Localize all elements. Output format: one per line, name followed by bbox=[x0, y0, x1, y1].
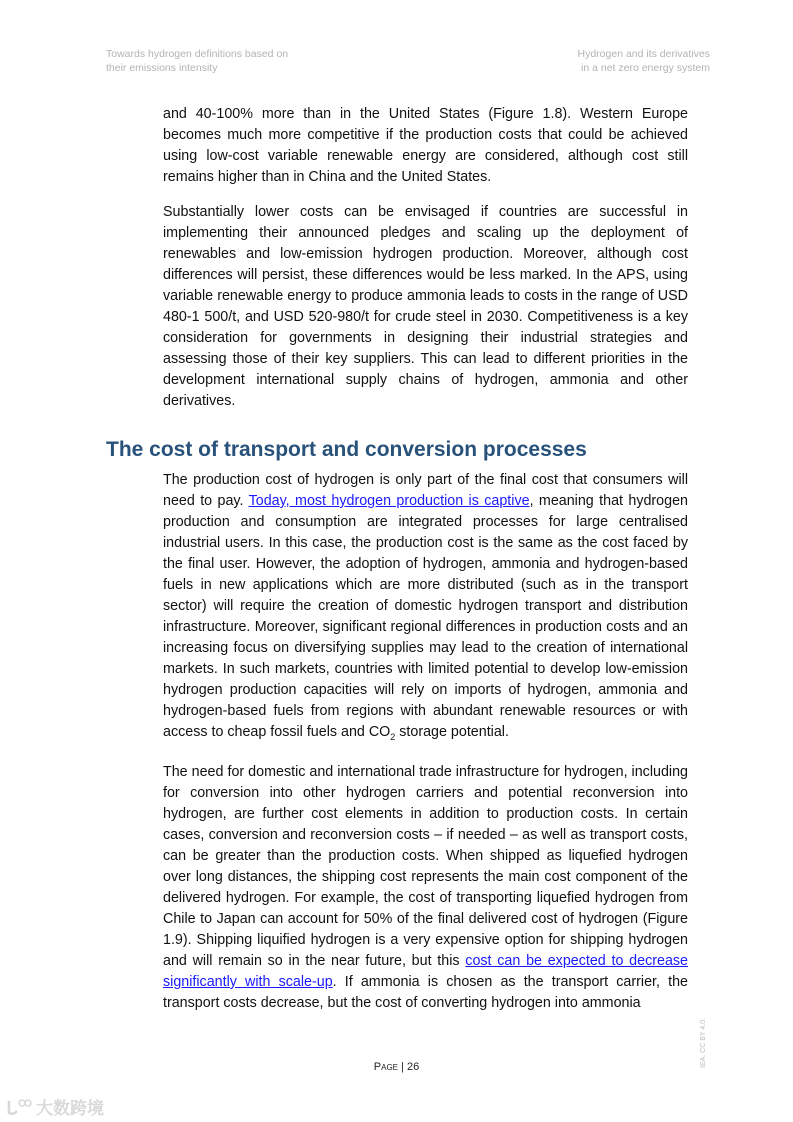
text: The production cost of hydrogen is only part of the final cost that consumers will need to pay. bbox=[163, 472, 688, 509]
watermark bbox=[6, 1094, 104, 1119]
text: The need for domestic and international trade infrastructure for hydrogen, including for conversion into other hydrogen carriers and potential reconversion into hydrogen, are further cost elements in addition to production costs. In certain cases, conversion and reconversion costs – if needed – as well as transport costs, can be greater than the production costs. When shipped as liquefied hydrogen over long distances, the shipping cost represents the main cost component of the delivered hydrogen. For example, the cost of transporting liquefied hydrogen from Chile to Japan can account for 50% of the final delivered cost of hydrogen (Figure 1.9). Shipping liquified hydrogen is a very expensive option for shipping hydrogen and will remain so in the near future, but this bbox=[163, 763, 688, 969]
license-note: IEA. CC BY 4.0. bbox=[700, 1017, 707, 1068]
captive-production-link[interactable]: Today, most hydrogen production is captive bbox=[248, 493, 530, 509]
running-header-right bbox=[578, 48, 711, 75]
text: . If ammonia is chosen as the transport carrier, the transport costs decrease, but the cost of converting hydrogen into ammonia bbox=[163, 973, 688, 1011]
section-heading: The cost of transport and conversion processes bbox=[106, 438, 587, 461]
text: , meaning that hydrogen production and consumption are integrated processes for large centralised industrial users. In this case, the production cost is the same as the cost faced by the final user. However, the adoption of hydrogen, ammonia and hydrogen-based fuels in new applications which are more distributed (such as in the transport sector) will require the creation of domestic hydrogen transport and distribution infrastructure. Moreover, significant regional differences in production costs and an increasing focus on diversifying supplies may lead to the creation of international markets. In such markets, countries with limited potential to develop low-emission hydrogen production capacities will rely on imports of hydrogen, ammonia and hydrogen-based fuels from regions with abundant renewable resources or with access to cheap fossil fuels and CO bbox=[163, 493, 688, 740]
separator: | bbox=[398, 1061, 407, 1073]
paragraph: Substantially lower costs can be envisaged if countries are successful in implementing their announced pledges and scaling up the deployment of renewables and low-emission hydrogen production. Moreover, although cost differences will persist, these differences would be less marked. In the APS, using variable renewable energy to produce ammonia leads to costs in the range of USD 480-1 500/t, and USD 520-980/t for crude steel in 2030. Competitiveness is a key consideration for governments in designing their industrial strategies and assessing those of their key suppliers. This can lead to different priorities in the development international supply chains of hydrogen, ammonia and other derivatives. bbox=[163, 204, 688, 409]
scale-up-link[interactable]: cost can be expected to decrease significantly with scale-up bbox=[163, 952, 688, 990]
watermark-logo-icon bbox=[6, 1098, 32, 1116]
page-number: 26 bbox=[406, 1061, 420, 1073]
header-right-line: in a net zero energy system bbox=[581, 61, 710, 74]
body-text-section bbox=[163, 470, 688, 1028]
watermark-text: 大数跨境 bbox=[36, 1099, 104, 1118]
paragraph: and 40-100% more than in the United States (Figure 1.8). Western Europe becomes much more competitive if the production costs that could be achieved using low-cost variable renewable energy are considered, although cost still remains higher than in China and the United States. bbox=[163, 106, 688, 185]
paragraph bbox=[163, 470, 688, 748]
page-label: Page bbox=[373, 1061, 398, 1073]
text: storage potential. bbox=[395, 724, 509, 740]
header-left-line: Towards hydrogen definitions based on bbox=[106, 48, 289, 60]
subscript: 2 bbox=[390, 731, 396, 742]
header-right-line: Hydrogen and its derivatives bbox=[577, 48, 710, 60]
paragraph bbox=[163, 762, 688, 1014]
running-header-left bbox=[106, 48, 288, 75]
body-text-top bbox=[163, 104, 688, 426]
header-left-line: their emissions intensity bbox=[106, 61, 218, 74]
page-footer bbox=[0, 1061, 793, 1073]
